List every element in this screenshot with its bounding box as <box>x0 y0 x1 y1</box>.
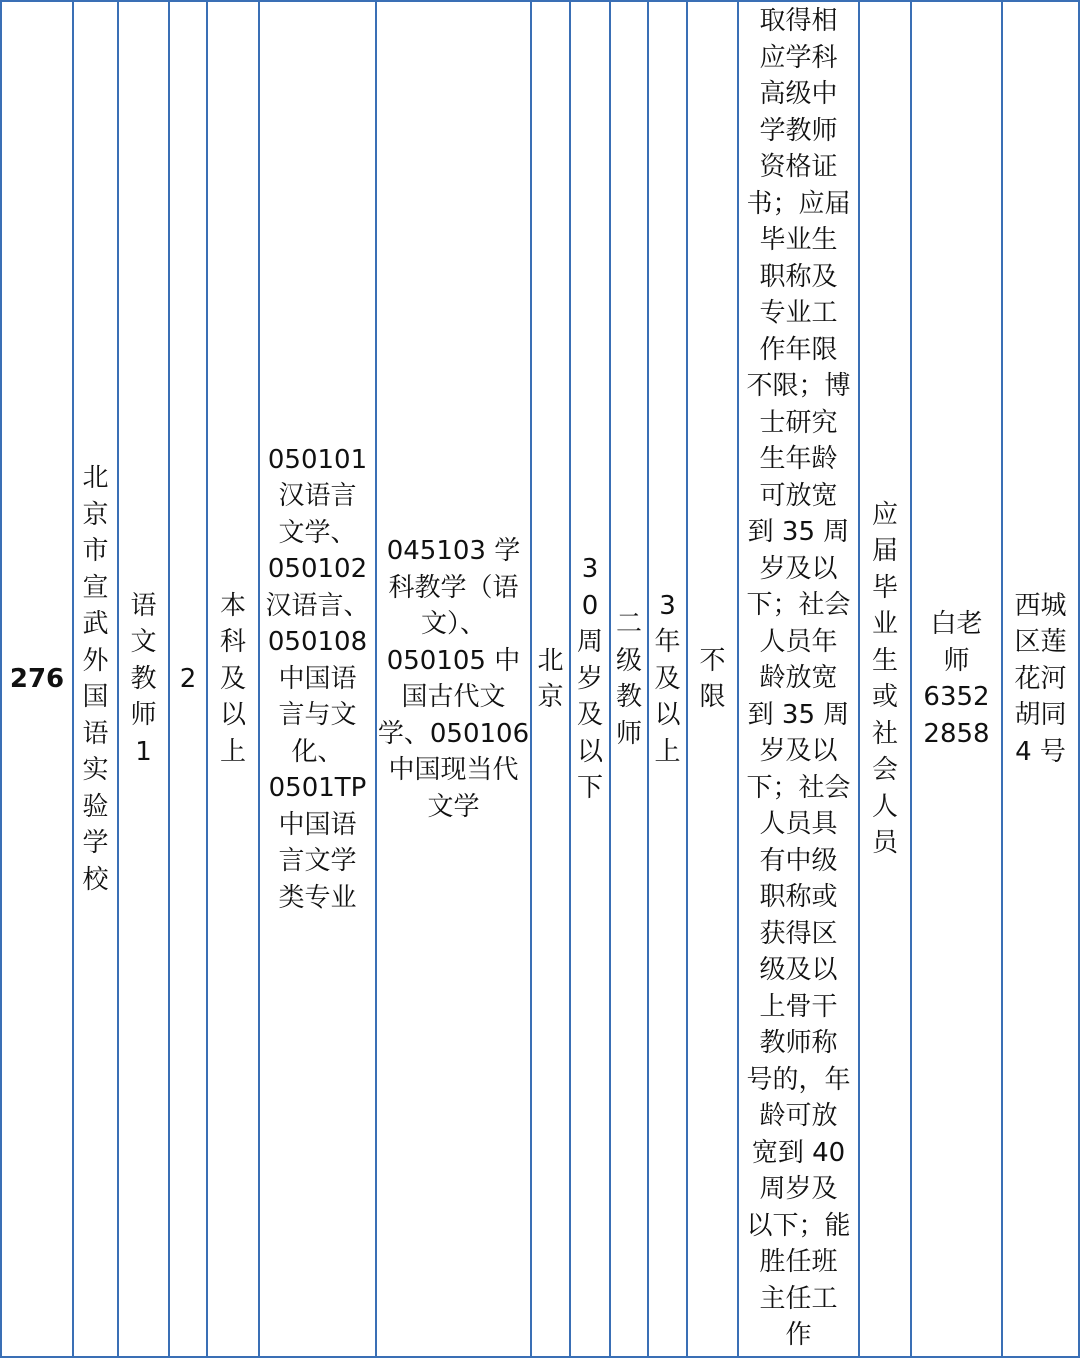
cell-undergrad-major <box>260 0 375 1358</box>
cell-other-requirements <box>739 0 858 1358</box>
cell-political <box>688 0 737 1358</box>
hiring-count: 2 <box>179 663 197 694</box>
other-requirements: 取得相 应学科 高级中 学教师 资格证 书；应届 毕业生 职称及 专业工 作年限 不限；博 士研究 生年龄 可放宽 到 35 周 岁及以 下；社会 人员年 龄放宽 到 35 周 岁及以 下；社会 人员具 有中级 职称或 获得区 级及以 上骨干 教师称 号的，年 龄可放 宽到 40 周岁及 以下；能 胜任班 主任工 作 <box>746 6 851 1350</box>
political-requirement: 不 限 <box>699 645 726 712</box>
cell-education <box>208 0 258 1358</box>
position-name: 语 文 教 师 1 <box>130 590 157 767</box>
cell-hukou <box>532 0 569 1358</box>
experience-requirement: 3 年 及 以 上 <box>654 590 681 767</box>
cell-age <box>571 0 609 1358</box>
contact-info: 白老 师 6352 2858 <box>923 609 990 749</box>
age-requirement: 3 0 周 岁 及 以 下 <box>576 554 603 804</box>
cell-contact <box>912 0 1001 1358</box>
target-candidates: 应 届 毕 业 生 或 社 会 人 员 <box>871 499 898 858</box>
education-requirement: 本 科 及 以 上 <box>219 590 246 767</box>
cell-title-level <box>611 0 647 1358</box>
seq-number: 276 <box>9 663 65 694</box>
cell-position <box>119 0 168 1358</box>
hukou-requirement: 北 京 <box>537 645 564 712</box>
title-level: 二 级 教 师 <box>615 609 642 749</box>
cell-count <box>170 0 206 1358</box>
cell-target <box>860 0 910 1358</box>
school-name: 北 京 市 宣 武 外 国 语 实 验 学 校 <box>82 463 109 895</box>
address: 西城 区莲 花河 胡同 4 号 <box>1014 590 1067 767</box>
undergrad-major: 050101 汉语言 文学、 050102 汉语言、 050108 中国语 言与文 化、 0501TP 中国语 言文学 类专业 <box>265 444 370 913</box>
cell-address <box>1003 0 1078 1358</box>
cell-seq <box>2 0 72 1358</box>
cell-experience <box>649 0 686 1358</box>
cell-school <box>74 0 117 1358</box>
grad-major: 045103 学 科教学（语 文）、 050105 中 国古代文 学、050106 中国现当代 文学 <box>377 536 530 822</box>
cell-grad-major <box>377 0 530 1358</box>
